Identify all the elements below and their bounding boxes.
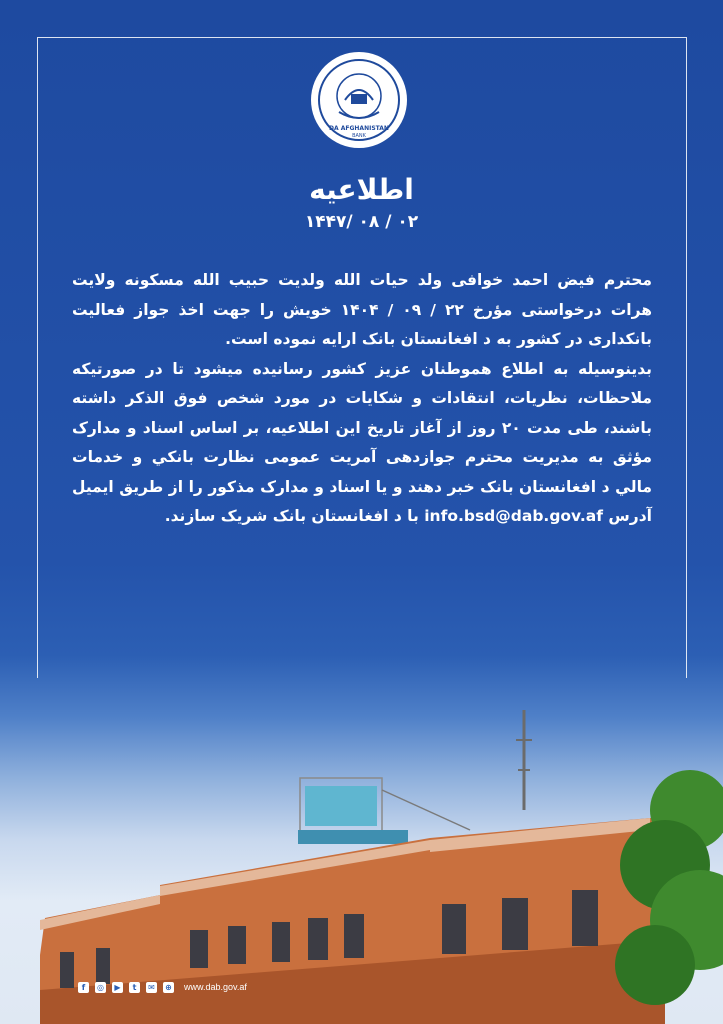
web-icon[interactable]: ⊕ xyxy=(163,982,174,993)
email-address[interactable]: info.bsd@dab.gov.af xyxy=(424,507,603,525)
social-footer xyxy=(78,979,247,995)
email-icon[interactable]: ✉ xyxy=(146,982,157,993)
notice-paragraph-2 xyxy=(72,355,652,532)
bank-building-photo xyxy=(0,690,723,1024)
paragraph-2-tail: با د افغانستان بانک شریک سازند. xyxy=(164,507,419,525)
facebook-icon[interactable]: f xyxy=(78,982,89,993)
website-url[interactable]: www.dab.gov.af xyxy=(184,982,247,992)
instagram-icon[interactable]: ◎ xyxy=(95,982,106,993)
notice-body xyxy=(72,266,652,532)
notice-date: ۱۴۴۷/ ۰۸ / ۰۲ xyxy=(304,212,419,232)
notice-title: اطلاعیه xyxy=(309,173,414,206)
svg-text:DA AFGHANISTAN: DA AFGHANISTAN xyxy=(329,125,389,132)
bank-logo-seal xyxy=(309,50,409,150)
twitter-icon[interactable]: t xyxy=(129,982,140,993)
paragraph-2-text: بدینوسیله به اطلاع هموطنان عزیز کشور رسانیده میشود تا در صورتیکه ملاحظات، نظریات، انتقادات و شکایات در مورد شخص فوق الذکر داشته باشند، طی مدت ۲۰ روز از آغاز تاریخ این اطلاعیه، بر اساس اسناد و مدارک مؤثق به مدیریت محترم جوازدهی آمریت عمومی نظارت بانکي و خدمات مالي د افغانستان بانک خبر دهند و یا اسناد و مدارک مذکور را از طریق ایمیل آدرس xyxy=(72,359,652,525)
svg-text:BANK: BANK xyxy=(352,133,366,139)
notice-paragraph-1: محترم فیض احمد خوافی ولد حیات الله ولدیت حبیب الله مسکونه ولایت هرات درخواستی مؤرخ ۲۲ / ۰۹ / ۱۴۰۴ خویش را جهت اخذ جواز فعالیت بانکداری در کشور به د افغانستان بانک ارایه نموده است. xyxy=(72,271,652,348)
youtube-icon[interactable]: ▶ xyxy=(112,982,123,993)
